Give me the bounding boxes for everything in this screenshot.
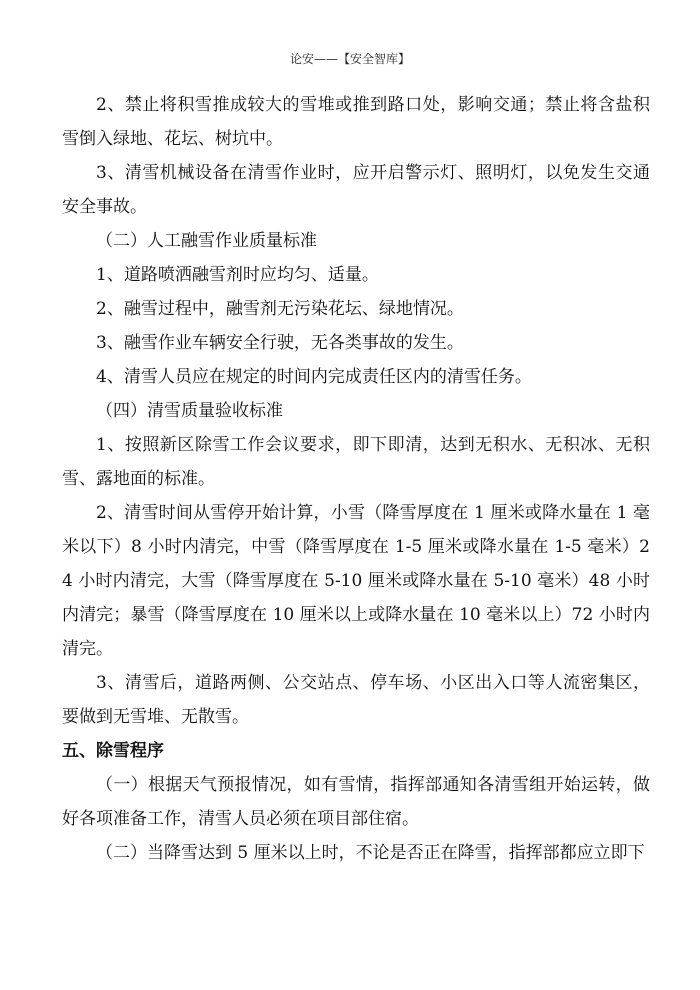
paragraph: 1、道路喷洒融雪剂时应均匀、适量。 — [96, 265, 379, 285]
section-heading: 五、除雪程序 — [62, 741, 164, 761]
document-body — [62, 88, 650, 870]
paragraph: 2、禁止将积雪推成较大的雪堆或推到路口处，影响交通；禁止将含盐积雪倒入绿地、花坛、树坑中。 — [62, 95, 650, 149]
paragraph: 3、清雪机械设备在清雪作业时，应开启警示灯、照明灯，以免发生交通安全事故。 — [62, 163, 650, 217]
paragraph: （一）根据天气预报情况，如有雪情，指挥部通知各清雪组开始运转，做好各项准备工作，清雪人员必须在项目部住宿。 — [62, 775, 650, 829]
paragraph: 2、清雪时间从雪停开始计算，小雪（降雪厚度在 1 厘米或降水量在 1 毫米以下）8 小时内清完，中雪（降雪厚度在 1-5 厘米或降水量在 1-5 毫米）24 小时内清完，大雪（降雪厚度在 5-10 厘米或降水量在 5-10 毫米）48 小时内清完；暴雪（降雪厚度在 10 厘米以上或降水量在 10 毫米以上）72 小时内清完。 — [62, 503, 650, 659]
paragraph: 4、清雪人员应在规定的时间内完成责任区内的清雪任务。 — [96, 367, 532, 387]
section-subtitle: （四）清雪质量验收标准 — [96, 401, 283, 421]
paragraph: 2、融雪过程中，融雪剂无污染花坛、绿地情况。 — [96, 299, 464, 319]
paragraph: 3、清雪后，道路两侧、公交站点、停车场、小区出入口等人流密集区，要做到无雪堆、无散雪。 — [62, 673, 650, 727]
section-subtitle: （二）人工融雪作业质量标准 — [96, 231, 317, 251]
paragraph: 1、按照新区除雪工作会议要求，即下即清，达到无积水、无积冰、无积雪、露地面的标准。 — [62, 435, 650, 489]
paragraph: （二）当降雪达到 5 厘米以上时，不论是否正在降雪，指挥部都应立即下 — [96, 843, 645, 863]
page-header: 论安——【安全智库】 — [289, 52, 410, 66]
paragraph: 3、融雪作业车辆安全行驶，无各类事故的发生。 — [96, 333, 464, 353]
